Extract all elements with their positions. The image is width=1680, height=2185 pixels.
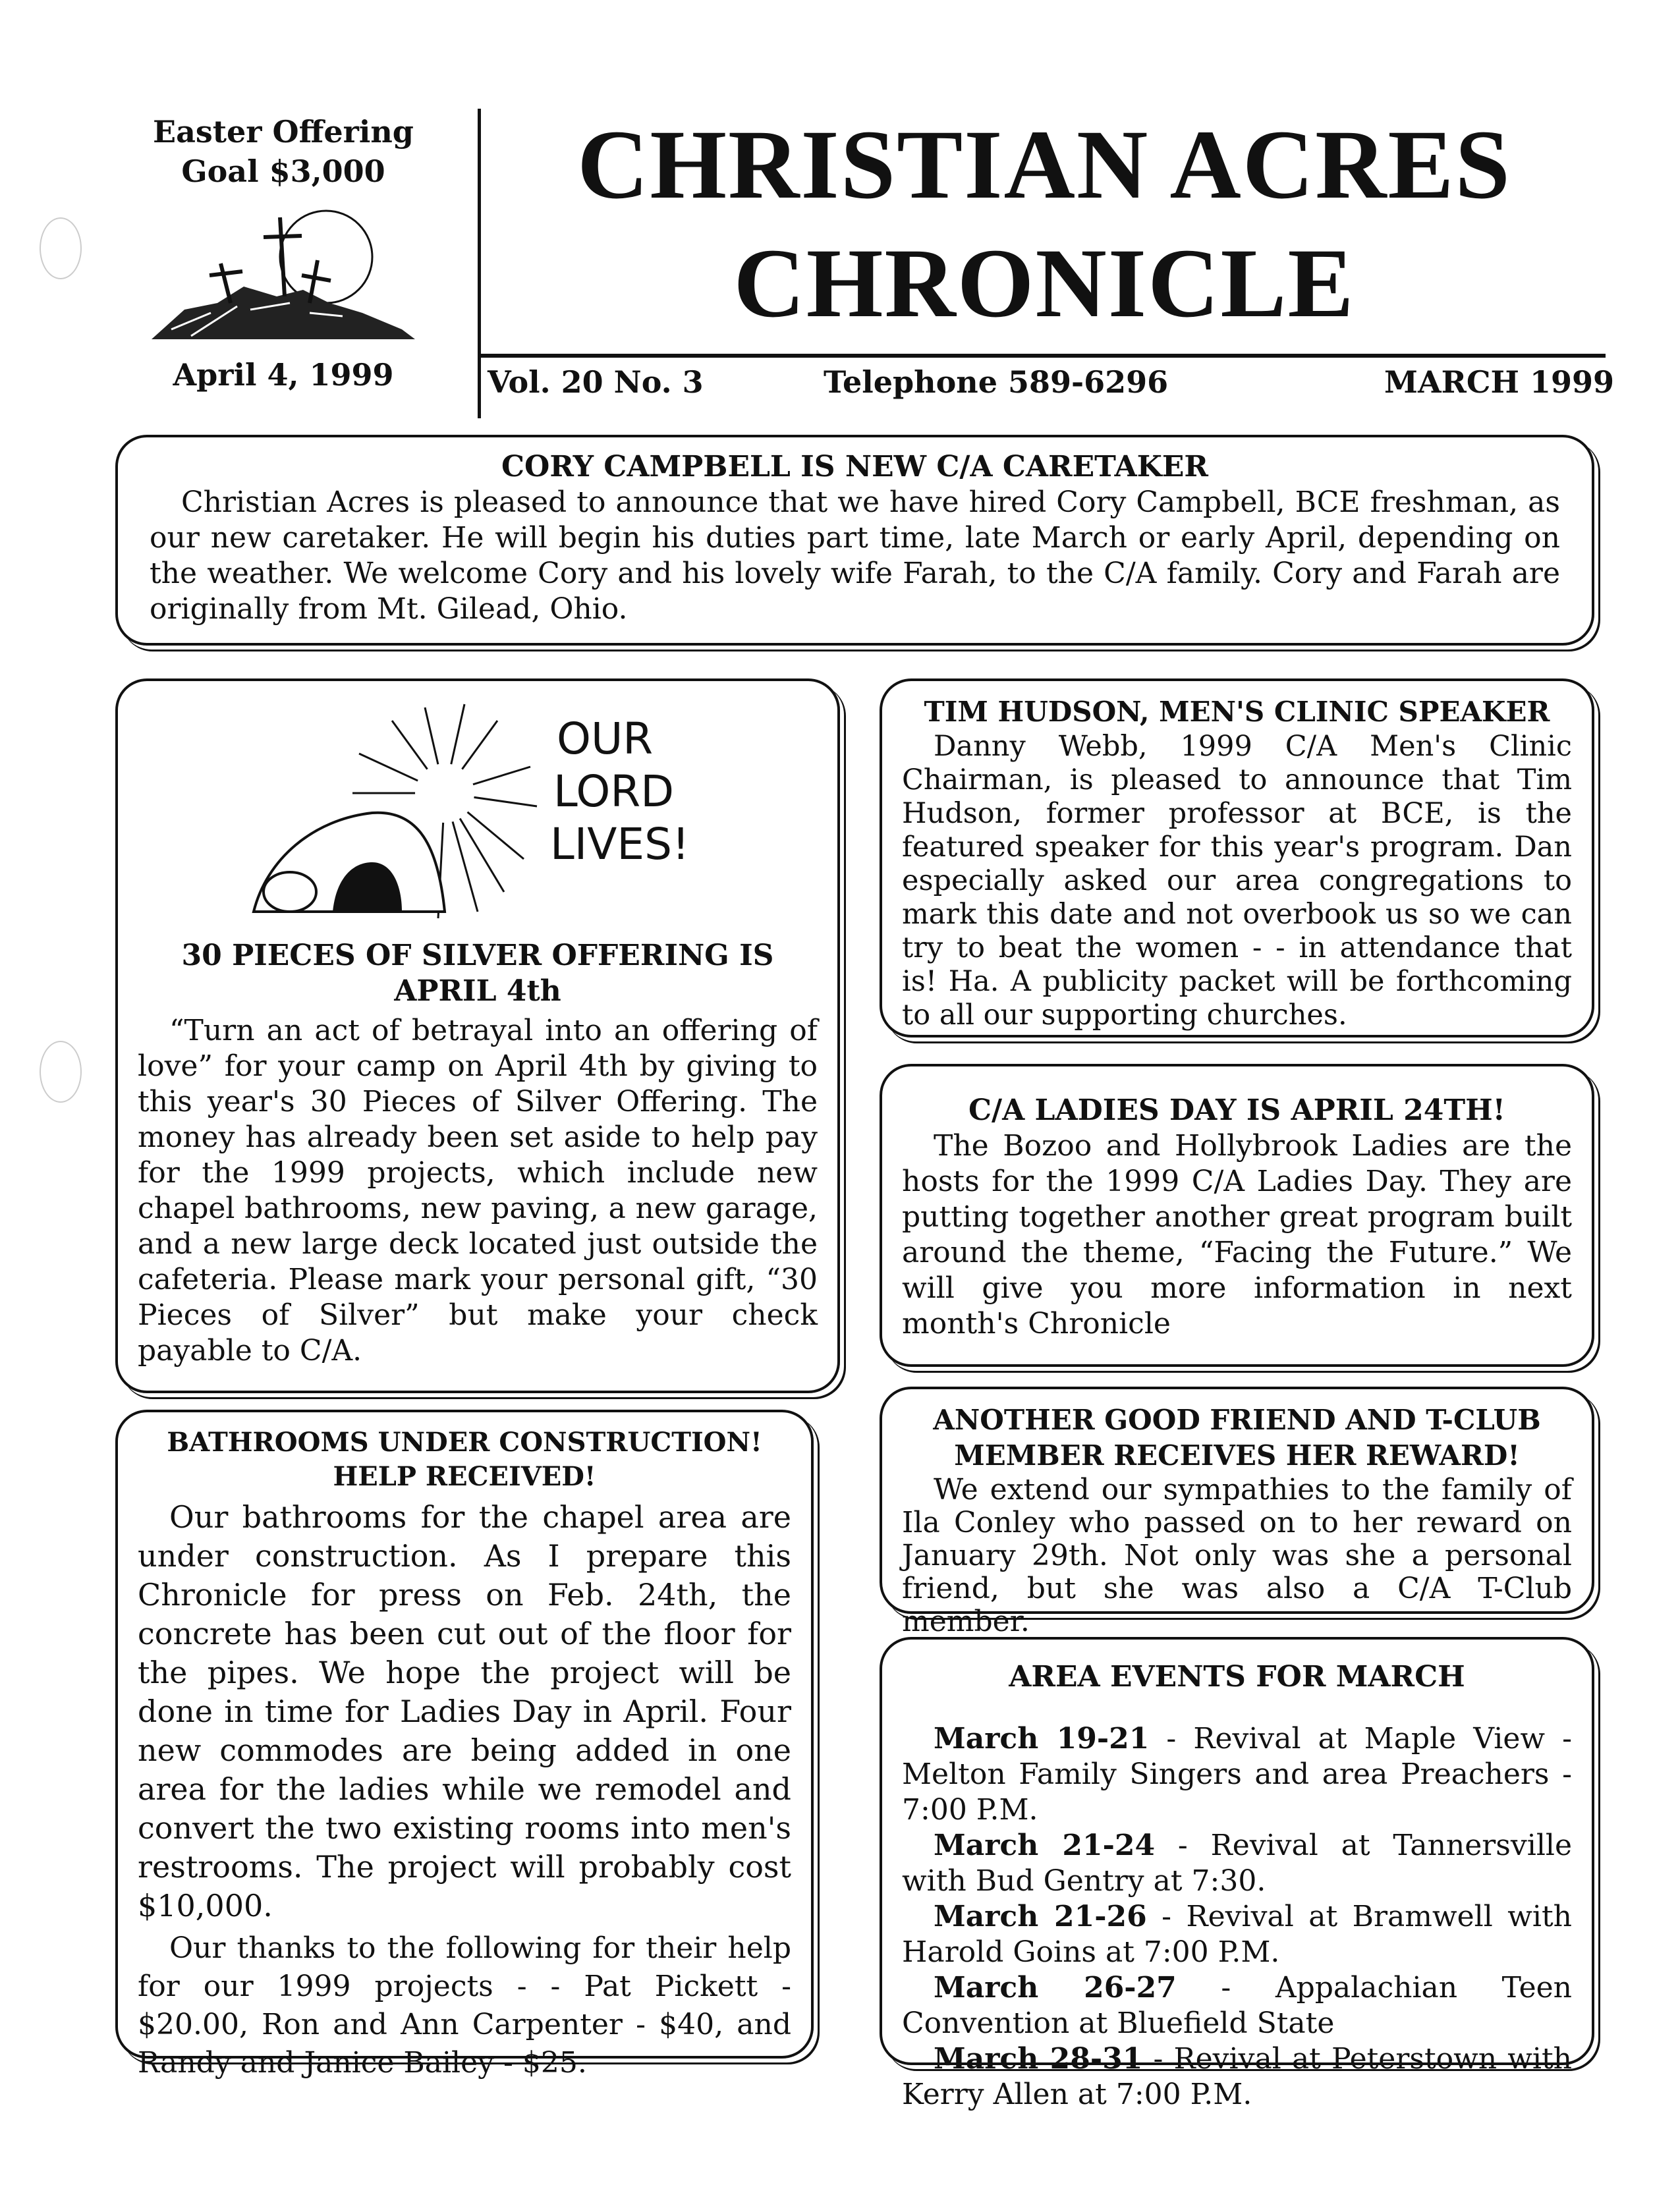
ladies-day-article [880, 1064, 1594, 1367]
offering-line-1: Easter Offering [153, 114, 414, 150]
event-text: - Appalachian Teen Convention at Bluefield State [902, 1971, 1572, 2040]
ladies-title: C/A LADIES DAY IS APRIL 24TH! [968, 1093, 1505, 1127]
tim-title: TIM HUDSON, MEN'S CLINIC SPEAKER [924, 696, 1550, 728]
t-club-article [880, 1387, 1594, 1638]
bathrooms-title [138, 1425, 791, 1494]
punch-hole-middle [40, 1041, 82, 1103]
event-item [902, 1899, 1572, 1970]
bathrooms-title-line-2: HELP RECEIVED! [333, 1461, 596, 1492]
event-date: March 26-27 [934, 1971, 1177, 2005]
friend-title-line-1: ANOTHER GOOD FRIEND AND T-CLUB [933, 1404, 1541, 1436]
empty-tomb-illustration [227, 694, 728, 931]
bathrooms-body-2: Our thanks to the following for their help for our 1999 projects - - Pat Pickett - $20.00, Ron and Ann Carpenter - $40, and Randy and Janice Bailey - $25. [138, 1931, 791, 2080]
event-text: - Revival at Bramwell with Harold Goins at 7:00 P.M. [902, 1900, 1572, 1969]
volume-number: Vol. 20 No. 3 [488, 364, 704, 400]
event-item [902, 1721, 1572, 1828]
three-crosses-illustration [145, 198, 422, 349]
issue-info-line [488, 364, 1614, 404]
bathrooms-body-1: Our bathrooms for the chapel area are under construction. As I prepare this Chronicle for press on Feb. 24th, the concrete has been cut out of the floor for the pipes. We hope the project will be done in time for Ladies Day in April. Four new commodes are being added in one area for the ladies while we remodel and convert the two existing rooms into men's restrooms. The project will probably cost $10,000. [138, 1499, 791, 1923]
events-list [902, 1721, 1572, 2113]
art-text-lives: LIVES! [550, 819, 690, 870]
friend-title-line-2: MEMBER RECEIVES HER REWARD! [954, 1439, 1520, 1472]
caretaker-body: Christian Acres is pleased to announce that we have hired Cory Campbell, BCE freshman, as our new caretaker. He will begin his duties part time, late March or early April, depending on the weather. We welcome Cory and his lovely wife Farah, to the C/A family. Cory and Farah are originally from Mt. Gilead, Ohio. [150, 485, 1560, 626]
masthead-line-1: CHRISTIAN ACRES [577, 110, 1511, 219]
silver-title [138, 938, 818, 1009]
art-text-our: OUR [557, 713, 654, 764]
silver-offering-article [115, 678, 840, 1393]
masthead-line-2: CHRONICLE [733, 229, 1355, 338]
event-date: March 21-24 [934, 1829, 1156, 1862]
ladies-body: The Bozoo and Hollybrook Ladies are the hosts for the 1999 C/A Ladies Day. They are putting together another great program built around the theme, “Facing the Future.” We will give you more information in next month's Chronicle [902, 1129, 1572, 1341]
issue-date: MARCH 1999 [1384, 364, 1614, 400]
event-item [902, 1828, 1572, 1899]
offering-line-2: Goal $3,000 [181, 153, 385, 189]
event-date: March 19-21 [934, 1722, 1150, 1756]
event-date: March 21-26 [934, 1900, 1147, 1933]
friend-title [902, 1402, 1572, 1474]
caretaker-article [115, 435, 1594, 646]
friend-body: We extend our sympathies to the family of Ila Conley who passed on to her reward on January 29th. Not only was she a personal friend, but she was also a C/A T-Club member. [902, 1473, 1572, 1638]
silver-title-line-2: APRIL 4th [394, 974, 561, 1008]
easter-offering-block [99, 112, 468, 393]
offering-goal [99, 112, 468, 191]
easter-date: April 4, 1999 [173, 357, 394, 393]
tim-body: Danny Webb, 1999 C/A Men's Clinic Chairman, is pleased to announce that Tim Hudson, former professor at BCE, is the featured speaker for this year's program. Dan especially asked our area congregations to mark this date and not overbook us so we can try to beat the women - - in attendance that is! Ha. A publicity packet will be forthcoming to all our supporting churches. [902, 730, 1572, 1032]
telephone: Telephone 589-6296 [824, 364, 1169, 400]
punch-hole-top [40, 217, 82, 279]
caretaker-title: CORY CAMPBELL IS NEW C/A CARETAKER [501, 450, 1208, 484]
event-item [902, 1970, 1572, 2041]
masthead-title [481, 105, 1608, 343]
event-date: March 28-31 [934, 2042, 1143, 2076]
events-title: AREA EVENTS FOR MARCH [1009, 1660, 1465, 1694]
event-item [902, 2041, 1572, 2113]
area-events-article [880, 1637, 1594, 2111]
silver-title-line-1: 30 PIECES OF SILVER OFFERING IS [181, 939, 774, 972]
bathrooms-article [115, 1410, 814, 2080]
bathrooms-title-line-1: BATHROOMS UNDER CONSTRUCTION! [167, 1427, 762, 1458]
header-rule [478, 354, 1606, 358]
event-text: - Revival at Tannersville with Bud Gentry at 7:30. [902, 1829, 1573, 1898]
event-text: - Revival at Maple View - Melton Family Singers and area Preachers - 7:00 P.M. [902, 1722, 1572, 1827]
silver-body: “Turn an act of betrayal into an offering of love” for your camp on April 4th by giving to this year's 30 Pieces of Silver Offering. The money has already been set aside to help pay for the 1999 projects, which include new chapel bathrooms, new paving, a new garage, and a new large deck located just outside the cafeteria. Please mark your personal gift, “30 Pieces of Silver” but make your check payable to C/A. [138, 1014, 818, 1368]
event-text: - Revival at Peterstown with Kerry Allen at 7:00 P.M. [902, 2042, 1573, 2111]
mens-clinic-article [880, 678, 1594, 1037]
art-text-lord: LORD [553, 766, 675, 817]
